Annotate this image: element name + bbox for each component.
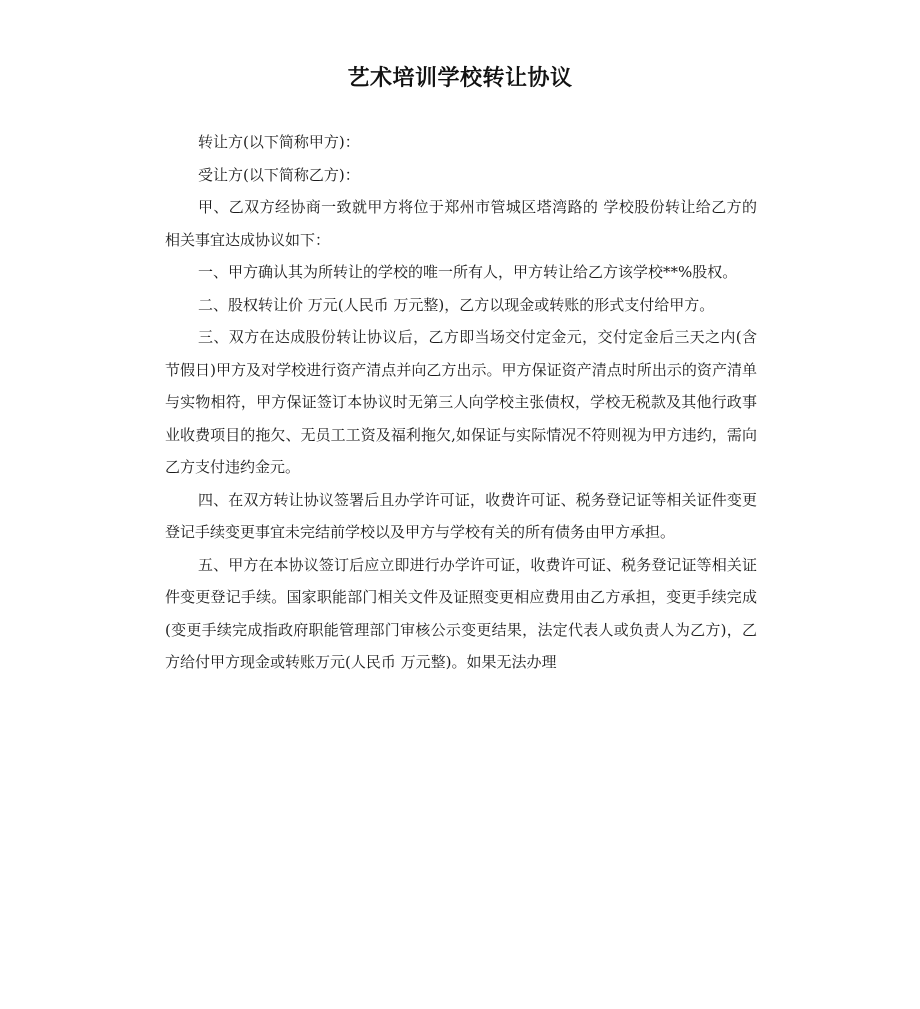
document-body (165, 126, 757, 679)
document-title: 艺术培训学校转让协议 (347, 66, 573, 91)
clause-5: 五、甲方在本协议签订后应立即进行办学许可证，收费许可证、税务登记证等相关证件变更登记手续。国家职能部门相关文件及证照变更相应费用由乙方承担，变更手续完成(变更手续完成指政府职能管理部门审核公示变更结果，法定代表人或负责人为乙方)，乙方给付甲方现金或转账万元(人民币 万元整)。如果无法办理 (165, 555, 757, 671)
party-a-line: 转让方(以下简称甲方)： (198, 133, 360, 151)
clause-2: 二、股权转让价 万元(人民币 万元整)，乙方以现金或转账的形式支付给甲方。 (198, 295, 715, 314)
clause-1: 一、甲方确认其为所转让的学校的唯一所有人，甲方转让给乙方该学校**%股权。 (198, 263, 738, 281)
clause-3: 三、双方在达成股份转让协议后，乙方即当场交付定金元，交付定金后三天之内(含节假日)甲方及对学校进行资产清点并向乙方出示。甲方保证资产清点时所出示的资产清单与实物相符，甲方保证签订本协议时无第三人向学校主张债权，学校无税款及其他行政事业收费项目的拖欠、无员工工资及福利拖欠,如保证与实际情况不符则视为甲方违约，需向乙方支付违约金元。 (165, 328, 757, 476)
clause-4: 四、在双方转让协议签署后且办学许可证，收费许可证、税务登记证等相关证件变更登记手续变更事宜未完结前学校以及甲方与学校有关的所有债务由甲方承担。 (165, 490, 757, 541)
preamble-paragraph: 甲、乙双方经协商一致就甲方将位于郑州市管城区塔湾路的 学校股份转让给乙方的相关事宜达成协议如下： (165, 198, 757, 249)
party-b-line: 受让方(以下简称乙方)： (198, 165, 360, 184)
